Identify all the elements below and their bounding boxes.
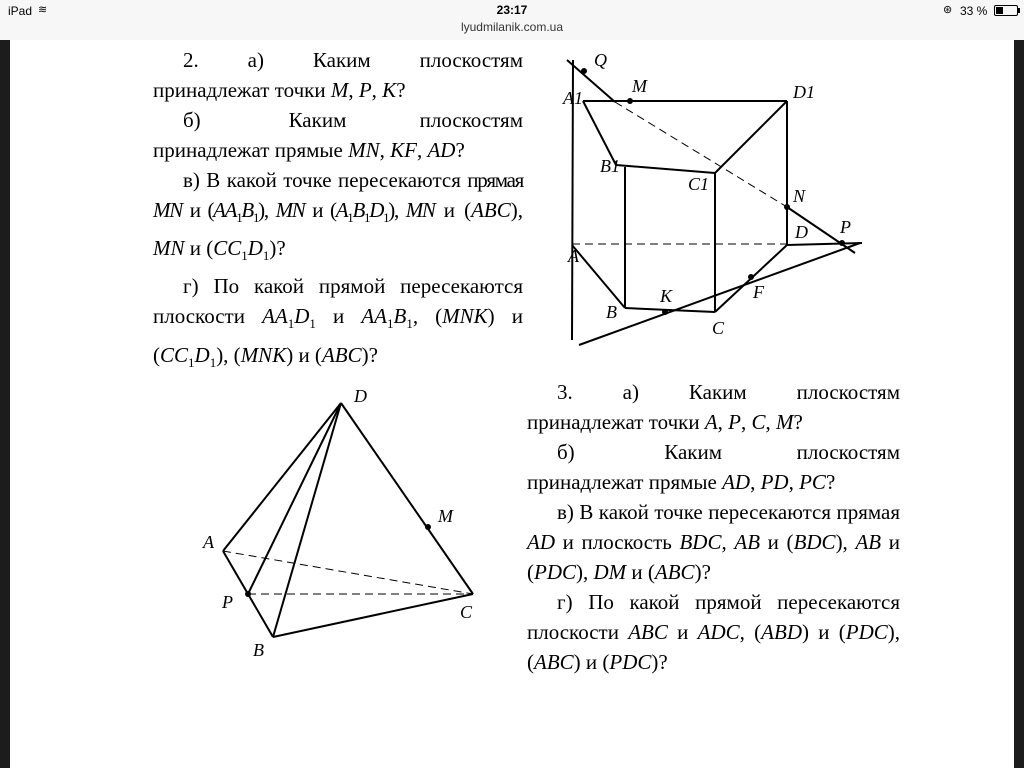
label-a: A xyxy=(568,246,579,266)
hidden-edge-ac xyxy=(223,551,473,594)
point-m2 xyxy=(425,524,431,530)
label-n: N xyxy=(793,186,806,206)
label-d2: D xyxy=(354,386,367,406)
problem-2-q-b: б) Каким плоскостям принадлежат прямые MN, KF, AD? xyxy=(153,108,523,162)
edge-bc xyxy=(273,594,473,637)
label-q: Q xyxy=(594,50,607,70)
label-p: P xyxy=(840,217,851,237)
label-c1: C1 xyxy=(688,174,710,194)
clock: 23:17 xyxy=(496,3,528,17)
label-d: D xyxy=(795,222,808,242)
label-b2: B xyxy=(253,640,264,660)
address-bar[interactable]: lyudmilanik.com.ua xyxy=(460,20,564,34)
label-c2: C xyxy=(460,602,473,622)
label-k: K xyxy=(660,286,673,306)
problem-2-q-g: г) По какой прямой пересекаются плоскости $AA_1D_1$ и $AA_1B_1$, (MNK) и $(CC_1D_1)$, (MNK) и (ABC)? xyxy=(153,274,523,370)
edge-dc xyxy=(341,403,473,594)
label-p2: P xyxy=(222,592,233,612)
document-page[interactable] xyxy=(10,40,1014,768)
tetrahedron-figure xyxy=(10,40,1014,768)
label-f: F xyxy=(753,282,764,302)
problem-3-q-g: г) По какой прямой пересекаются плоскости ABC и ADC, (ABD) и (PDC), (ABC) и (PDC)? xyxy=(527,590,900,674)
problem-3-q-a: 3. а) Каким плоскостям принадлежат точки A, P, C, M? xyxy=(527,380,900,434)
battery-fill xyxy=(996,7,1003,14)
edge-da xyxy=(223,403,341,551)
battery-icon xyxy=(994,5,1018,16)
wifi-icon: ≋ xyxy=(38,4,48,16)
label-c: C xyxy=(712,318,725,338)
label-a1: A1 xyxy=(563,88,583,108)
label-b1: B1 xyxy=(600,156,620,176)
label-m2: M xyxy=(438,506,453,526)
device-name: iPad xyxy=(8,4,33,18)
problem-3-q-v: в) В какой точке пересекаются прямая AD и плоскость BDC, AB и (BDC), AB и (PDC), DM и (ABC)? xyxy=(527,500,900,584)
battery-nub xyxy=(1018,8,1020,13)
problem-3-q-b: б) Каким плоскостям принадлежат прямые AD, PD, PC? xyxy=(527,440,900,494)
label-m: M xyxy=(632,76,647,96)
label-a2: A xyxy=(203,532,214,552)
label-b: B xyxy=(606,302,617,322)
battery-percent: 33 % xyxy=(960,4,988,18)
problem-2-q-a: 2. а) Каким плоскостям принадлежат точки M, P, K? xyxy=(153,48,523,102)
rotation-lock-icon: ⊛ xyxy=(943,4,953,16)
label-d1: D1 xyxy=(793,82,815,102)
problem-2-q-v: в) В какой точке пересекаются прямая MN и $(AA_1B_1)$, MN и $(A_1B_1D_1)$, MN и (ABC), MN и $(CC_1D_1)$? xyxy=(153,168,523,264)
point-p2 xyxy=(245,591,251,597)
status-bar xyxy=(0,0,1024,40)
